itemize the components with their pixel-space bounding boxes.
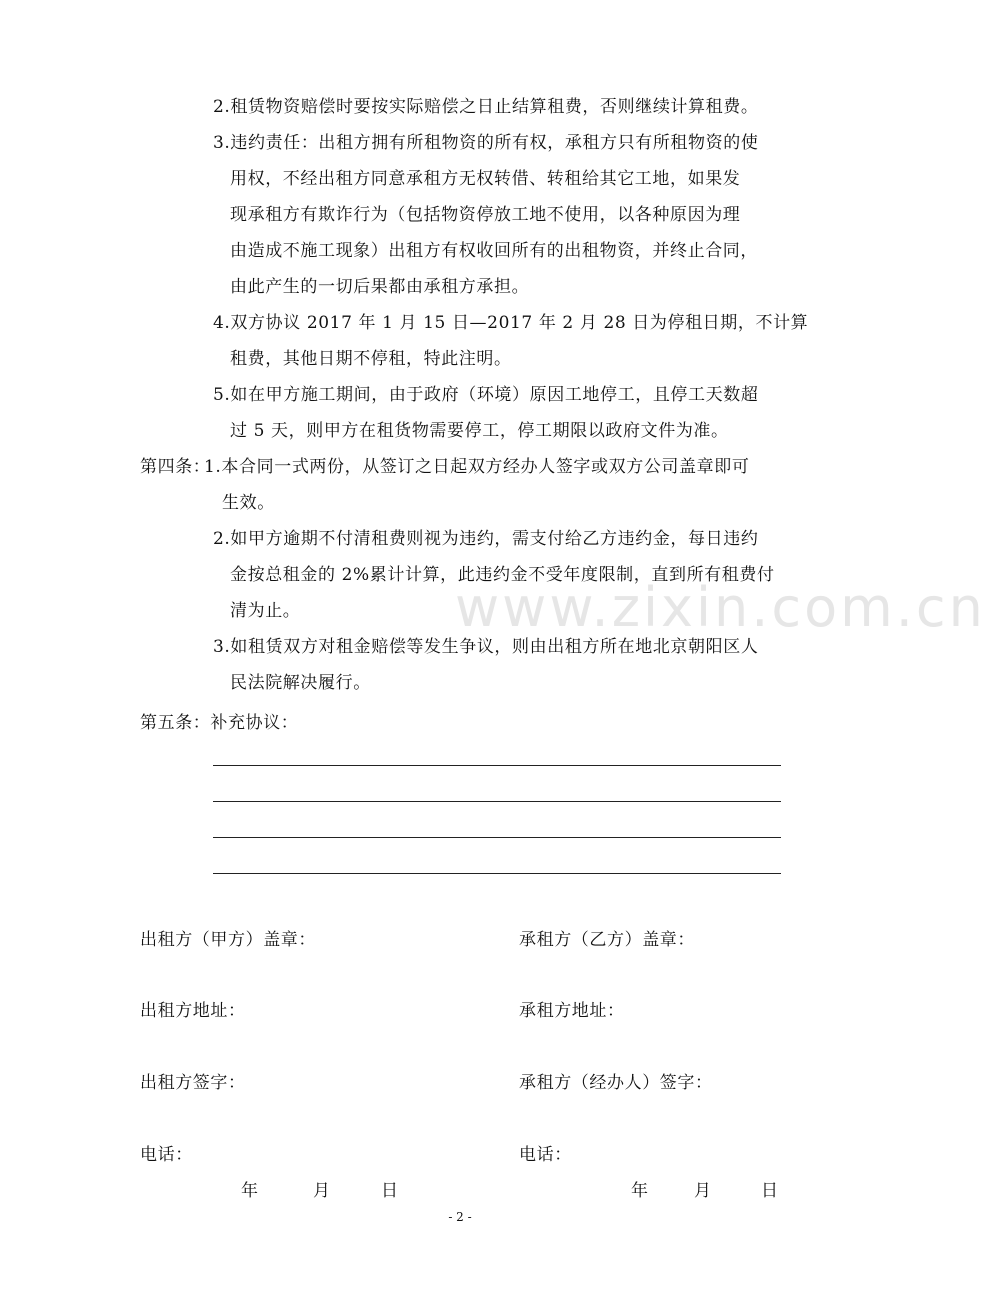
clause5-heading: 第五条：补充协议： [140,713,299,733]
lessee-seal-label: 承租方（乙方）盖章： [519,930,695,950]
supplement-blank-line[interactable] [213,765,781,766]
watermark: www.zixin.com.cn [455,576,986,639]
lessor-signature-label: 出租方签字： [140,1073,246,1093]
lessee-signature-label: 承租方（经办人）签字： [519,1073,713,1093]
clause4-item-1-line1: 1.本合同一式两份，从签订之日起双方经办人签字或双方公司盖章即可 [204,457,750,477]
page-number: - 2 - [448,1210,472,1224]
lessor-date-day: 日 [381,1181,399,1201]
clause4-item-3-line1: 3.如租赁双方对租金赔偿等发生争议，则由出租方所在地北京朝阳区人 [213,637,759,657]
clause4-item-1-line2: 生效。 [222,493,275,513]
supplement-blank-line[interactable] [213,801,781,802]
clause4-item-2-line1: 2.如甲方逾期不付清租费则视为违约，需支付给乙方违约金，每日违约 [213,529,759,549]
clause3-item-5-line1: 5.如在甲方施工期间，由于政府（环境）原因工地停工，且停工天数超 [213,385,759,405]
clause3-item-2: 2.租赁物资赔偿时要按实际赔偿之日止结算租费，否则继续计算租费。 [213,97,759,117]
lessor-seal-label: 出租方（甲方）盖章： [140,930,316,950]
lessee-date-month: 月 [694,1181,712,1201]
lessee-phone-label: 电话： [519,1145,572,1165]
lessor-address-label: 出租方地址： [140,1001,246,1021]
clause4-item-2-line2: 金按总租金的 2%累计计算，此违约金不受年度限制，直到所有租费付 [230,565,775,585]
clause4-heading: 第四条： [140,457,211,477]
clause3-item-3-line4: 由造成不施工现象）出租方有权收回所有的出租物资，并终止合同， [230,241,758,261]
clause3-item-3-line1: 3.违约责任：出租方拥有所租物资的所有权，承租方只有所租物资的使 [213,133,759,153]
clause4-item-2-line3: 清为止。 [230,601,301,621]
supplement-blank-line[interactable] [213,873,781,874]
lessee-address-label: 承租方地址： [519,1001,625,1021]
lessor-date-year: 年 [241,1181,259,1201]
clause3-item-3-line5: 由此产生的一切后果都由承租方承担。 [230,277,530,297]
clause3-item-5-line2: 过 5 天，则甲方在租货物需要停工，停工期限以政府文件为准。 [230,421,729,441]
clause3-item-3-line2: 用权，不经出租方同意承租方无权转借、转租给其它工地，如果发 [230,169,741,189]
clause3-item-3-line3: 现承租方有欺诈行为（包括物资停放工地不使用，以各种原因为理 [230,205,741,225]
lessee-date-day: 日 [761,1181,779,1201]
clause3-item-4-line2: 租费，其他日期不停租，特此注明。 [230,349,512,369]
lessor-date-month: 月 [313,1181,331,1201]
clause3-item-4-line1: 4.双方协议 2017 年 1 月 15 日—2017 年 2 月 28 日为停租日期，不计算 [213,313,809,333]
clause4-item-3-line2: 民法院解决履行。 [230,673,371,693]
supplement-blank-line[interactable] [213,837,781,838]
lessee-date-year: 年 [631,1181,649,1201]
lessor-phone-label: 电话： [140,1145,193,1165]
